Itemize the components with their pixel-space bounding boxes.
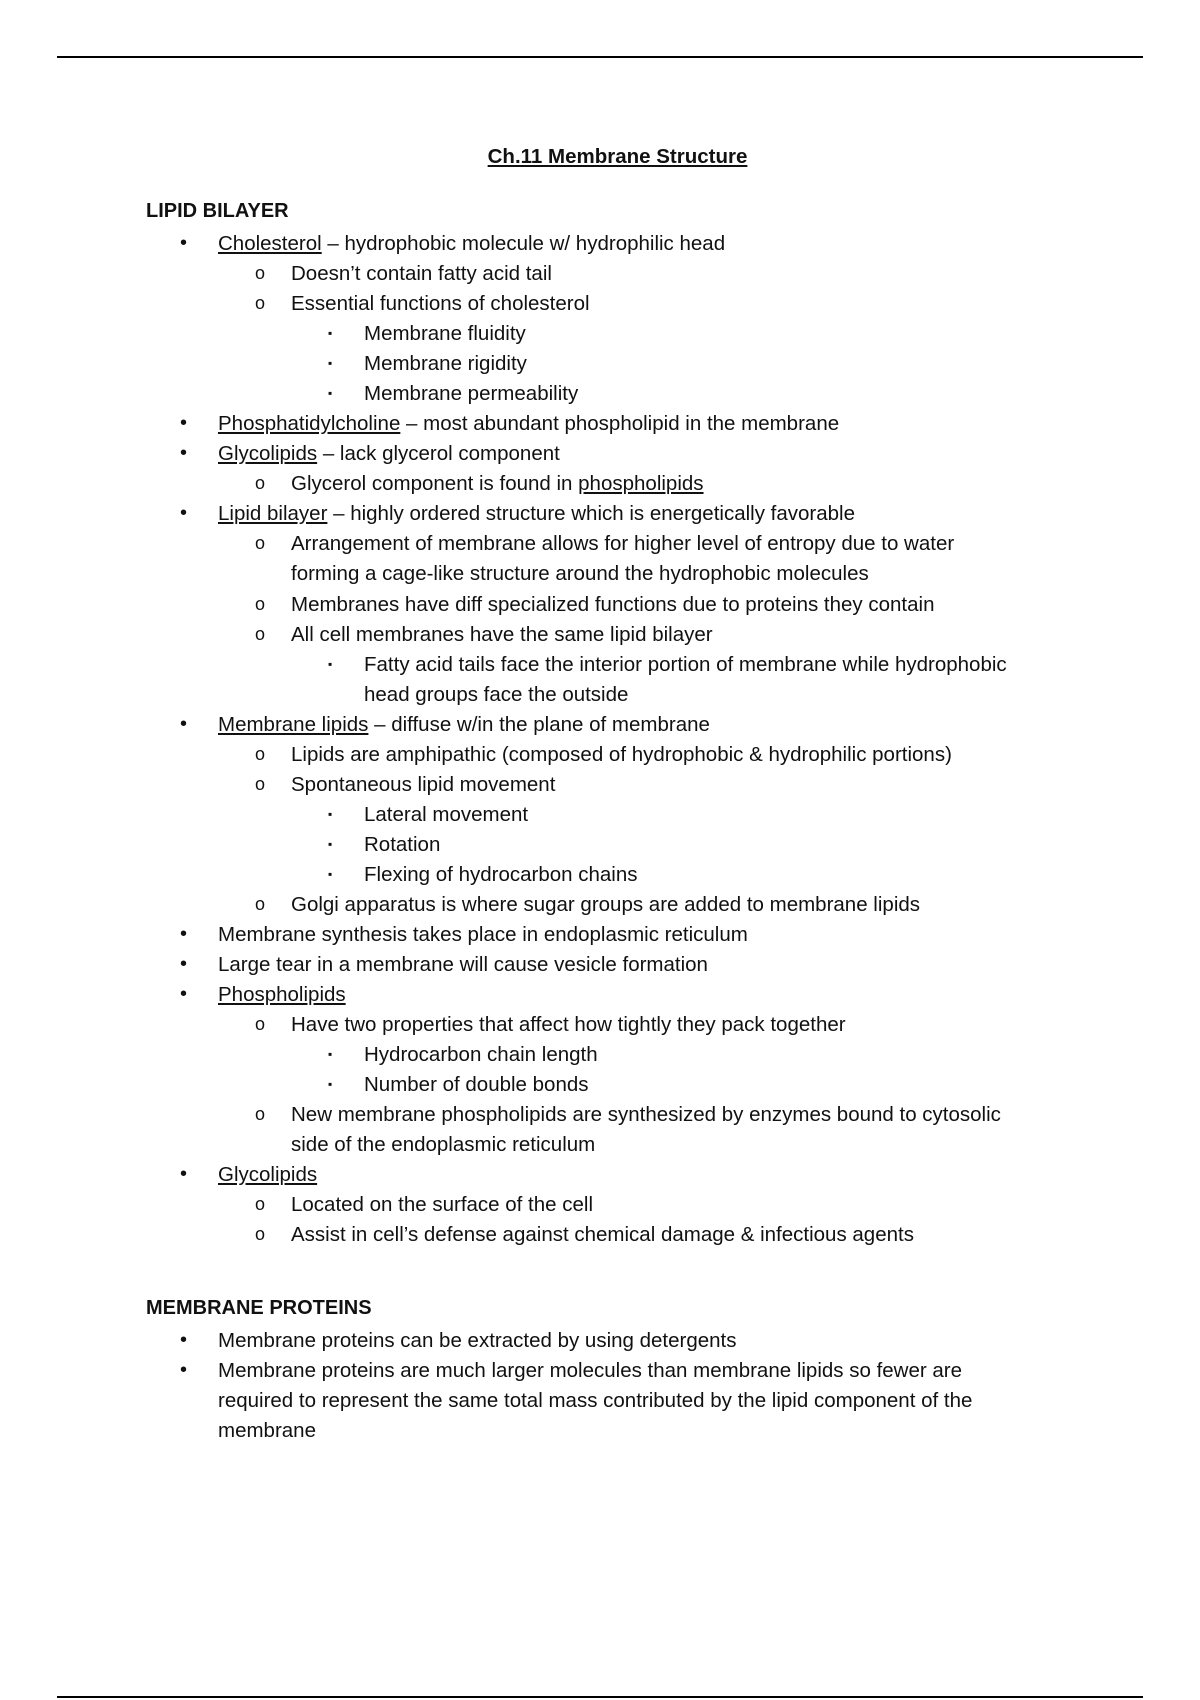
list-item-level-2 <box>291 893 920 917</box>
list-item-level-2 <box>291 1223 914 1247</box>
list-item-level-2 <box>291 1013 846 1037</box>
list-item-level-3 <box>364 653 1007 677</box>
list-item-level-2 <box>291 1103 1001 1127</box>
bullet-level-2: o <box>255 1224 266 1244</box>
underlined-term: Membrane lipids <box>218 713 369 736</box>
list-item-level-1 <box>218 953 708 977</box>
bullet-level-1: • <box>180 502 188 524</box>
list-item-level-2 <box>291 262 552 286</box>
line-text: Membrane rigidity <box>364 352 527 375</box>
underlined-term: Cholesterol <box>218 232 322 255</box>
line-text: Membrane synthesis takes place in endoplasmic reticulum <box>218 923 748 946</box>
bullet-level-2: o <box>255 1194 266 1214</box>
bullet-level-1: • <box>180 923 188 945</box>
list-item-level-2 <box>291 593 934 617</box>
bullet-level-1: • <box>180 442 188 464</box>
line-text: New membrane phospholipids are synthesized by enzymes bound to cytosolic <box>291 1103 1001 1126</box>
underlined-term: Glycolipids <box>218 1163 318 1186</box>
list-item-level-2 <box>291 1133 595 1157</box>
line-text: – diffuse w/in the plane of membrane <box>368 713 710 736</box>
list-item-level-1 <box>218 983 346 1007</box>
list-item-level-1 <box>218 1389 972 1413</box>
list-item-level-1 <box>218 1359 962 1383</box>
list-item-level-1 <box>218 502 855 526</box>
bullet-level-3: ▪ <box>328 356 333 370</box>
list-item-level-3 <box>364 683 628 707</box>
line-text: Membrane fluidity <box>364 322 526 345</box>
line-text: Doesn’t contain fatty acid tail <box>291 262 552 285</box>
bullet-level-1: • <box>180 412 188 434</box>
bullet-level-1: • <box>180 1329 188 1351</box>
bullet-level-2: o <box>255 533 266 553</box>
bullet-level-3: ▪ <box>328 326 333 340</box>
bullet-level-1: • <box>180 713 188 735</box>
line-text: Number of double bonds <box>364 1073 589 1096</box>
list-item-level-3 <box>364 322 526 346</box>
list-item-level-2 <box>291 292 590 316</box>
list-item-level-2 <box>291 1193 593 1217</box>
line-text: Membrane proteins can be extracted by using detergents <box>218 1329 737 1352</box>
list-item-level-2 <box>291 532 954 556</box>
line-text: Rotation <box>364 833 441 856</box>
list-item-level-1 <box>218 412 839 436</box>
bullet-level-2: o <box>255 894 266 914</box>
line-text: Assist in cell’s defense against chemical damage & infectious agents <box>291 1223 914 1246</box>
line-text: Lipids are amphipathic (composed of hydrophobic & hydrophilic portions) <box>291 743 952 766</box>
list-item-level-1 <box>218 1163 317 1187</box>
line-text: All cell membranes have the same lipid bilayer <box>291 623 713 646</box>
line-text: side of the endoplasmic reticulum <box>291 1133 596 1156</box>
line-text: Have two properties that affect how tightly they pack together <box>291 1013 846 1036</box>
line-text: head groups face the outside <box>364 683 629 706</box>
section-heading: MEMBRANE PROTEINS <box>146 1297 372 1319</box>
list-item-level-3 <box>364 1043 598 1067</box>
underlined-term: Phosphatidylcholine <box>218 412 401 435</box>
underlined-term: Phospholipids <box>218 983 346 1006</box>
line-text: Arrangement of membrane allows for higher level of entropy due to water <box>291 532 955 555</box>
bullet-level-2: o <box>255 1104 266 1124</box>
line-text: Golgi apparatus is where sugar groups are added to membrane lipids <box>291 893 921 916</box>
bullet-level-1: • <box>180 1163 188 1185</box>
line-text: required to represent the same total mass contributed by the lipid component of the <box>218 1389 973 1412</box>
line-text: forming a cage-like structure around the hydrophobic molecules <box>291 562 869 585</box>
bullet-level-3: ▪ <box>328 837 333 851</box>
line-text: membrane <box>218 1419 316 1442</box>
list-item-level-3 <box>364 382 578 406</box>
list-item-level-1 <box>218 442 560 466</box>
bullet-level-1: • <box>180 232 188 254</box>
line-text: Membrane permeability <box>364 382 579 405</box>
bullet-level-3: ▪ <box>328 1077 333 1091</box>
line-text: – lack glycerol component <box>317 442 560 465</box>
bullet-level-3: ▪ <box>328 1047 333 1061</box>
bullet-level-1: • <box>180 983 188 1005</box>
bullet-level-2: o <box>255 774 266 794</box>
bullet-level-2: o <box>255 744 266 764</box>
underlined-term: phospholipids <box>578 472 704 495</box>
line-text: Located on the surface of the cell <box>291 1193 594 1216</box>
line-text: Membrane proteins are much larger molecules than membrane lipids so fewer are <box>218 1359 963 1382</box>
line-text: Spontaneous lipid movement <box>291 773 556 796</box>
line-text: Glycerol component is found in <box>291 472 579 495</box>
underlined-term: Glycolipids <box>218 442 318 465</box>
list-item-level-3 <box>364 863 638 887</box>
line-text: Hydrocarbon chain length <box>364 1043 598 1066</box>
line-text: Large tear in a membrane will cause vesicle formation <box>218 953 708 976</box>
bullet-level-2: o <box>255 1014 266 1034</box>
list-item-level-3 <box>364 1073 589 1097</box>
line-text: Membranes have diff specialized functions due to proteins they contain <box>291 593 935 616</box>
list-item-level-2 <box>291 743 952 767</box>
list-item-level-1 <box>218 1419 316 1443</box>
bullet-level-2: o <box>255 293 266 313</box>
line-text: Essential functions of cholesterol <box>291 292 590 315</box>
list-item-level-3 <box>364 803 528 827</box>
document-title: Ch.11 Membrane Structure <box>487 145 748 168</box>
bullet-level-3: ▪ <box>328 807 333 821</box>
list-item-level-2 <box>291 562 869 586</box>
line-text: Flexing of hydrocarbon chains <box>364 863 638 886</box>
line-text: – hydrophobic molecule w/ hydrophilic head <box>321 232 726 255</box>
list-item-level-1 <box>218 232 725 256</box>
bullet-level-3: ▪ <box>328 867 333 881</box>
underlined-term: Lipid bilayer <box>218 502 328 525</box>
section-heading: LIPID BILAYER <box>146 200 289 222</box>
bullet-level-2: o <box>255 594 266 614</box>
bullet-level-2: o <box>255 473 266 493</box>
bullet-level-2: o <box>255 624 266 644</box>
line-text: – most abundant phospholipid in the membrane <box>400 412 840 435</box>
list-item-level-2 <box>291 773 555 797</box>
list-item-level-2 <box>291 472 704 496</box>
list-item-level-1 <box>218 713 710 737</box>
line-text: – highly ordered structure which is energetically favorable <box>327 502 855 525</box>
list-item-level-1 <box>218 923 748 947</box>
list-item-level-2 <box>291 623 713 647</box>
list-item-level-1 <box>218 1329 737 1353</box>
line-text: Fatty acid tails face the interior portion of membrane while hydrophobic <box>364 653 1007 676</box>
list-item-level-3 <box>364 352 527 376</box>
bullet-level-3: ▪ <box>328 657 333 671</box>
bullet-level-1: • <box>180 1359 188 1381</box>
bullet-level-1: • <box>180 953 188 975</box>
bullet-level-2: o <box>255 263 266 283</box>
line-text: Lateral movement <box>364 803 529 826</box>
bullet-level-3: ▪ <box>328 386 333 400</box>
list-item-level-3 <box>364 833 440 857</box>
